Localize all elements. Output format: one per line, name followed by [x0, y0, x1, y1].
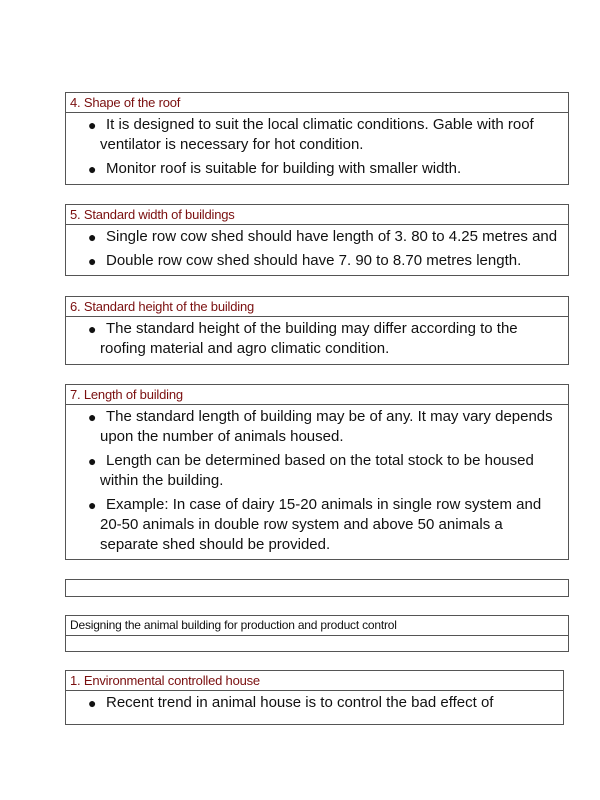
list-item: ● Length can be determined based on the total stock to be housed within the building. — [88, 452, 534, 489]
section-roof-shape — [65, 92, 569, 185]
list-item: ● Example: In case of dairy 15-20 animals in single row system and 20-50 animals in double row system and above 50 animals a separate shed should be provided. — [88, 496, 542, 553]
list-item: ● It is designed to suit the local climatic conditions. Gable with roof ventilator is necessary for hot condition. — [88, 116, 534, 153]
bullet-list — [66, 227, 568, 271]
section-designing-building — [65, 615, 569, 652]
bullet-icon: ● — [88, 321, 97, 337]
bullet-icon: ● — [88, 695, 97, 711]
section-body — [66, 405, 568, 555]
list-item: ● Single row cow shed should have length of 3. 80 to 4.25 metres and — [88, 228, 558, 245]
bullet-icon: ● — [88, 453, 97, 469]
bullet-icon: ● — [88, 497, 97, 513]
section-body — [66, 317, 568, 359]
section-heading: 4. Shape of the roof — [66, 93, 568, 113]
section-body — [66, 691, 563, 713]
bullet-list — [66, 693, 563, 713]
empty-box — [65, 579, 569, 597]
bullet-icon: ● — [88, 409, 97, 425]
section-heading: 5. Standard width of buildings — [66, 205, 568, 225]
section-standard-width — [65, 204, 569, 276]
list-item: ● Recent trend in animal house is to control the bad effect of — [88, 694, 494, 711]
bullet-icon: ● — [88, 161, 97, 177]
section-heading: Designing the animal building for production and product control — [66, 616, 568, 636]
section-heading: 6. Standard height of the building — [66, 297, 568, 317]
bullet-list — [66, 319, 568, 359]
list-item: ● Double row cow shed should have 7. 90 to 8.70 metres length. — [88, 252, 522, 269]
section-environment-controlled — [65, 670, 564, 725]
section-building-length — [65, 384, 569, 560]
bullet-icon: ● — [88, 117, 97, 133]
list-item: ● The standard height of the building may differ according to the roofing material and agro climatic condition. — [88, 320, 518, 357]
bullet-list — [66, 407, 568, 555]
section-heading: 7. Length of building — [66, 385, 568, 405]
section-body — [66, 225, 568, 271]
bullet-list — [66, 115, 568, 179]
bullet-icon: ● — [88, 253, 97, 269]
section-standard-height — [65, 296, 569, 365]
section-heading: 1. Environmental controlled house — [66, 671, 563, 691]
section-body — [66, 113, 568, 179]
bullet-icon: ● — [88, 229, 97, 245]
list-item: ● The standard length of building may be of any. It may vary depends upon the number of animals housed. — [88, 408, 553, 445]
list-item: ● Monitor roof is suitable for building with smaller width. — [88, 160, 462, 177]
